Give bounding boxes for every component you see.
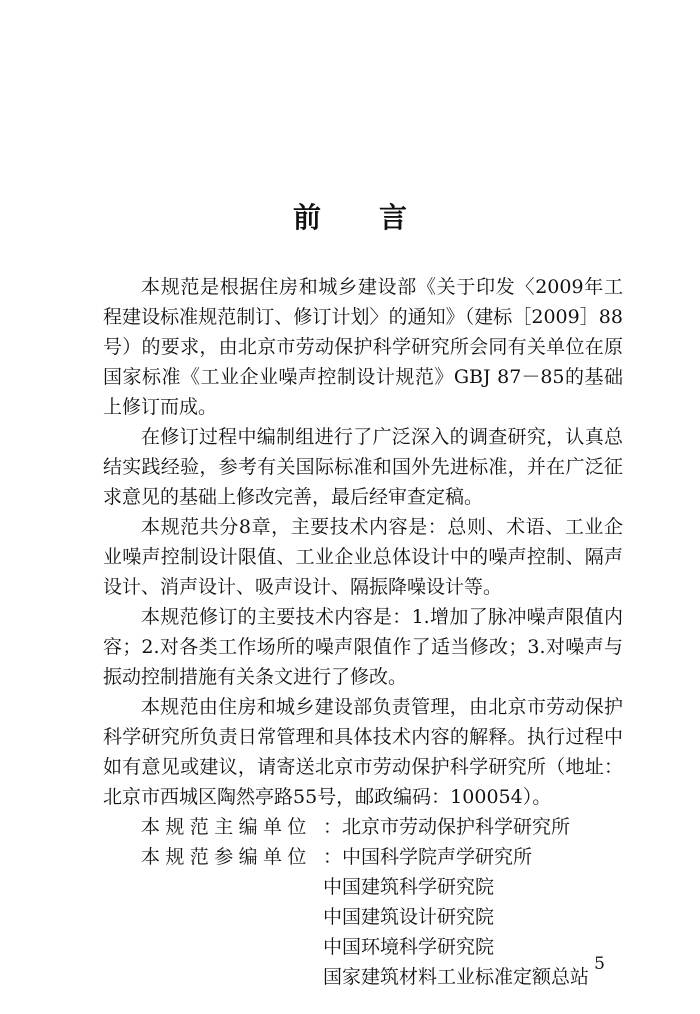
paragraph-3: 本规范共分8章，主要技术内容是：总则、术语、工业企业噪声控制设计限值、工业企业总体设计中的噪声控制、隔声设计、消声设计、吸声设计、隔振降噪设计等。 — [103, 516, 623, 598]
participating-unit-item: 中国建筑科学研究院 — [323, 876, 495, 898]
participating-unit-colon: ： — [323, 846, 343, 868]
participating-unit-row — [103, 842, 623, 872]
page-number: 5 — [594, 954, 605, 974]
chief-unit-label: 本规范主编单位 — [141, 816, 312, 838]
paragraph-5: 本规范由住房和城乡建设部负责管理，由北京市劳动保护科学研究所负责日常管理和具体技术内容的解释。执行过程中如有意见或建议，请寄送北京市劳动保护科学研究所（地址：北京市西城区陶然亭路55号，邮政编码：100054）。 — [103, 696, 623, 808]
participating-unit-item: 国家建筑材料工业标准定额总站 — [323, 966, 590, 988]
page-title-char-2: 言 — [379, 201, 408, 234]
foreword-body — [103, 272, 623, 992]
participating-unit-list — [103, 872, 623, 992]
participating-unit-first: 中国科学院声学研究所 — [342, 846, 533, 868]
paragraph-2: 在修订过程中编制组进行了广泛深入的调查研究，认真总结实践经验，参考有关国际标准和国外先进标准，并在广泛征求意见的基础上修改完善，最后经审查定稿。 — [103, 426, 623, 508]
participating-unit-label: 本规范参编单位 — [141, 846, 312, 868]
paragraph-1: 本规范是根据住房和城乡建设部《关于印发〈2009年工程建设标准规范制订、修订计划〉的通知》（建标［2009］88号）的要求，由北京市劳动保护科学研究所会同有关单位在原国家标准《工业企业噪声控制设计规范》GBJ 87－85的基础上修订而成。 — [103, 276, 623, 418]
chief-unit-colon: ： — [323, 816, 343, 838]
page-title-char-1: 前 — [292, 201, 321, 234]
chief-unit-value: 北京市劳动保护科学研究所 — [342, 816, 571, 838]
chief-unit-row — [103, 812, 623, 842]
participating-unit-item: 中国环境科学研究院 — [323, 936, 495, 958]
participating-unit-item: 中国建筑设计研究院 — [323, 906, 495, 928]
paragraph-4: 本规范修订的主要技术内容是：1.增加了脉冲噪声限值内容；2.对各类工作场所的噪声限值作了适当修改；3.对噪声与振动控制措施有关条文进行了修改。 — [103, 606, 623, 688]
page-title — [0, 196, 700, 236]
